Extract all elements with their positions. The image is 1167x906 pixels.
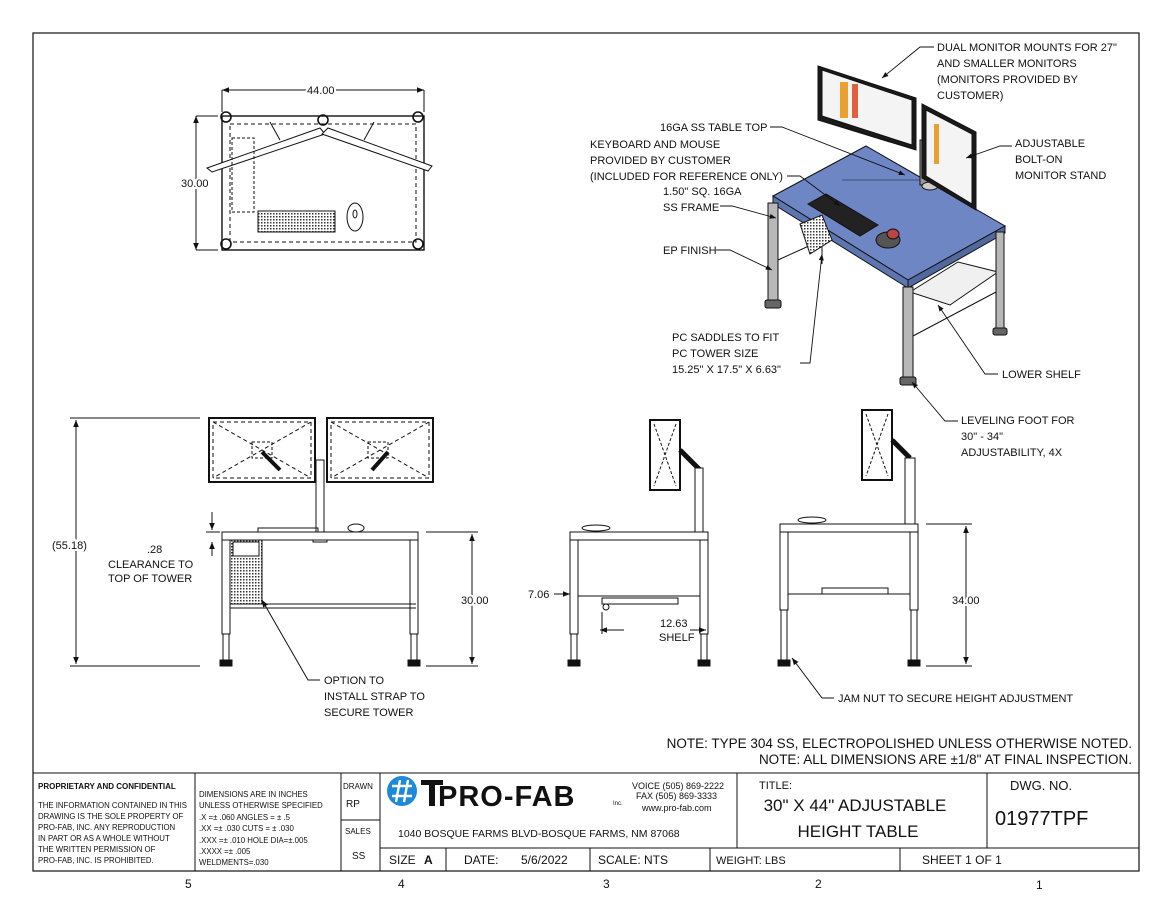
top-width-dim: 44.00 [307, 85, 335, 97]
weight-label: WEIGHT: LBS [716, 855, 786, 867]
zone-1: 1 [1036, 878, 1043, 892]
svg-text:WELDMENTS=.030: WELDMENTS=.030 [199, 858, 269, 867]
zone-5: 5 [185, 877, 192, 891]
proprietary-title: PROPRIETARY AND CONFIDENTIAL [38, 782, 176, 791]
leveling-foot-note-2: 30" - 34" [961, 431, 1004, 443]
svg-text:.X =± .060 ANGLES = ± .: .X =± .060 ANGLES = ± .5 [199, 813, 290, 822]
leveling-foot-note-1: LEVELING FOOT FOR [961, 415, 1075, 427]
company-fax: FAX (505) 869-3333 [636, 791, 718, 801]
sheet-label: SHEET 1 OF 1 [922, 853, 1002, 867]
monitor-mounts-note-1: DUAL MONITOR MOUNTS FOR 27" [937, 42, 1117, 54]
monitor-mounts-note-2: AND SMALLER MONITORS [937, 58, 1077, 70]
drawn-label: DRAWN [343, 782, 373, 791]
isometric-view [765, 66, 1007, 385]
monitor-stand-note-1: ADJUSTABLE [1015, 138, 1086, 150]
svg-text:THE INFORMATION CONTAINED IN T: THE INFORMATION CONTAINED IN THIS [38, 801, 188, 810]
svg-text:IN PART OR AS A WHOLE WITHOUT: IN PART OR AS A WHOLE WITHOUT [38, 834, 170, 843]
title-line-2: HEIGHT TABLE [797, 822, 919, 841]
clearance-label-2: TOP OF TOWER [108, 573, 193, 585]
svg-text:UNLESS OTHERWISE SPECIFIED: UNLESS OTHERWISE SPECIFIED [199, 801, 323, 810]
company-suffix: Inc. [613, 801, 623, 807]
note-line-2: NOTE: ALL DIMENSIONS ARE ±1/8" AT FINAL INSPECTION. [758, 752, 1132, 767]
svg-text:THE WRITTEN PERMISSION OF: THE WRITTEN PERMISSION OF [38, 845, 156, 854]
monitor-stand-note-2: BOLT-ON [1015, 154, 1063, 166]
clearance-label-1: CLEARANCE TO [108, 559, 194, 571]
zone-4: 4 [398, 877, 405, 891]
keyboard-top [258, 211, 335, 232]
proprietary-text [38, 801, 187, 865]
pc-saddles-note-1: PC SADDLES TO FIT [672, 332, 780, 344]
svg-text:.XXXX =± .005: .XXXX =± .005 [199, 847, 251, 856]
table-top-note: 16GA SS TABLE TOP [660, 122, 768, 134]
svg-text:.XX =± .030 CUTS = ± .03: .XX =± .030 CUTS = ± .030 [199, 824, 294, 833]
side-view-high [778, 410, 972, 698]
size-label: SIZE [389, 853, 416, 867]
pc-saddles-note-3: 15.25" X 17.5" X 6.63" [672, 364, 781, 376]
keyboard-note-3: (INCLUDED FOR REFERENCE ONLY) [590, 171, 783, 183]
svg-text:DRAWING IS THE SOLE PROPERTY O: DRAWING IS THE SOLE PROPERTY OF [38, 812, 184, 821]
title-label: TITLE: [759, 780, 793, 792]
lower-shelf-note: LOWER SHELF [1002, 369, 1081, 381]
svg-text:PRO-FAB, INC. IS PROHIBITED.: PRO-FAB, INC. IS PROHIBITED. [38, 856, 154, 865]
svg-text:PRO-FAB, INC. ANY REPRODUCTIO: PRO-FAB, INC. ANY REPRODUCTION [38, 823, 176, 832]
top-view [196, 90, 432, 250]
sales-label: SALES [345, 827, 371, 836]
dwg-number: 01977TPF [995, 808, 1089, 830]
drawn-value: RP [346, 799, 360, 810]
date-label: DATE: [464, 853, 499, 867]
pc-saddles-note-2: PC TOWER SIZE [672, 348, 759, 360]
date-value: 5/6/2022 [521, 853, 568, 867]
dwg-label: DWG. NO. [1010, 778, 1073, 793]
monitor-mounts-note-3: (MONITORS PROVIDED BY [937, 74, 1078, 86]
zone-3: 3 [603, 877, 610, 891]
jam-nut-note: JAM NUT TO SECURE HEIGHT ADJUSTMENT [838, 693, 1074, 705]
scale-label: SCALE: NTS [598, 853, 669, 867]
top-depth-dim: 30.00 [181, 178, 209, 190]
svg-text:.XXX =± .010 HOLE DIA=±.005: .XXX =± .010 HOLE DIA=±.005 [199, 836, 308, 845]
strap-note-2: INSTALL STRAP TO [324, 691, 425, 703]
size-value: A [424, 853, 433, 867]
svg-text:DIMENSIONS ARE IN INCHES: DIMENSIONS ARE IN INCHES [199, 790, 308, 799]
company-web: www.pro-fab.com [642, 803, 712, 813]
front-height-dim: 30.00 [461, 595, 489, 607]
side-offset-dim: 7.06 [528, 589, 550, 601]
strap-note-1: OPTION TO [324, 675, 385, 687]
title-line-1: 30" X 44" ADJUSTABLE [763, 796, 947, 815]
shelf-label: SHELF [659, 632, 695, 644]
frame-note-1: 1.50" SQ. 16GA [663, 186, 742, 198]
side-height-dim: 34.00 [952, 595, 980, 607]
frame-note-2: SS FRAME [663, 202, 720, 214]
finish-note: EP FINISH [663, 245, 717, 257]
strap-note-3: SECURE TOWER [324, 707, 414, 719]
zone-2: 2 [815, 877, 822, 891]
clearance-dim: .28 [147, 544, 163, 556]
overall-height-dim: (55.18) [52, 540, 87, 552]
leveling-foot-note-3: ADJUSTABILITY, 4X [961, 447, 1063, 459]
zone-markers [185, 877, 1043, 892]
tolerance-block [199, 790, 323, 867]
company-name: PRO-FAB [438, 781, 576, 813]
pro-fab-logo [387, 776, 443, 806]
keyboard-note-2: PROVIDED BY CUSTOMER [590, 155, 731, 167]
monitor-mounts-note-4: CUSTOMER) [937, 90, 1004, 102]
company-voice: VOICE (505) 869-2222 [632, 781, 725, 791]
sales-value: SS [352, 851, 366, 862]
shelf-dim: 12.63 [660, 618, 688, 630]
mouse-top [347, 203, 363, 231]
front-view [70, 418, 478, 680]
note-line-1: NOTE: TYPE 304 SS, ELECTROPOLISHED UNLESS OTHERWISE NOTED. [666, 736, 1132, 751]
company-address: 1040 BOSQUE FARMS BLVD-BOSQUE FARMS, NM 87068 [398, 828, 680, 840]
keyboard-note-1: KEYBOARD AND MOUSE [590, 139, 721, 151]
monitor-stand-note-3: MONITOR STAND [1015, 170, 1107, 182]
